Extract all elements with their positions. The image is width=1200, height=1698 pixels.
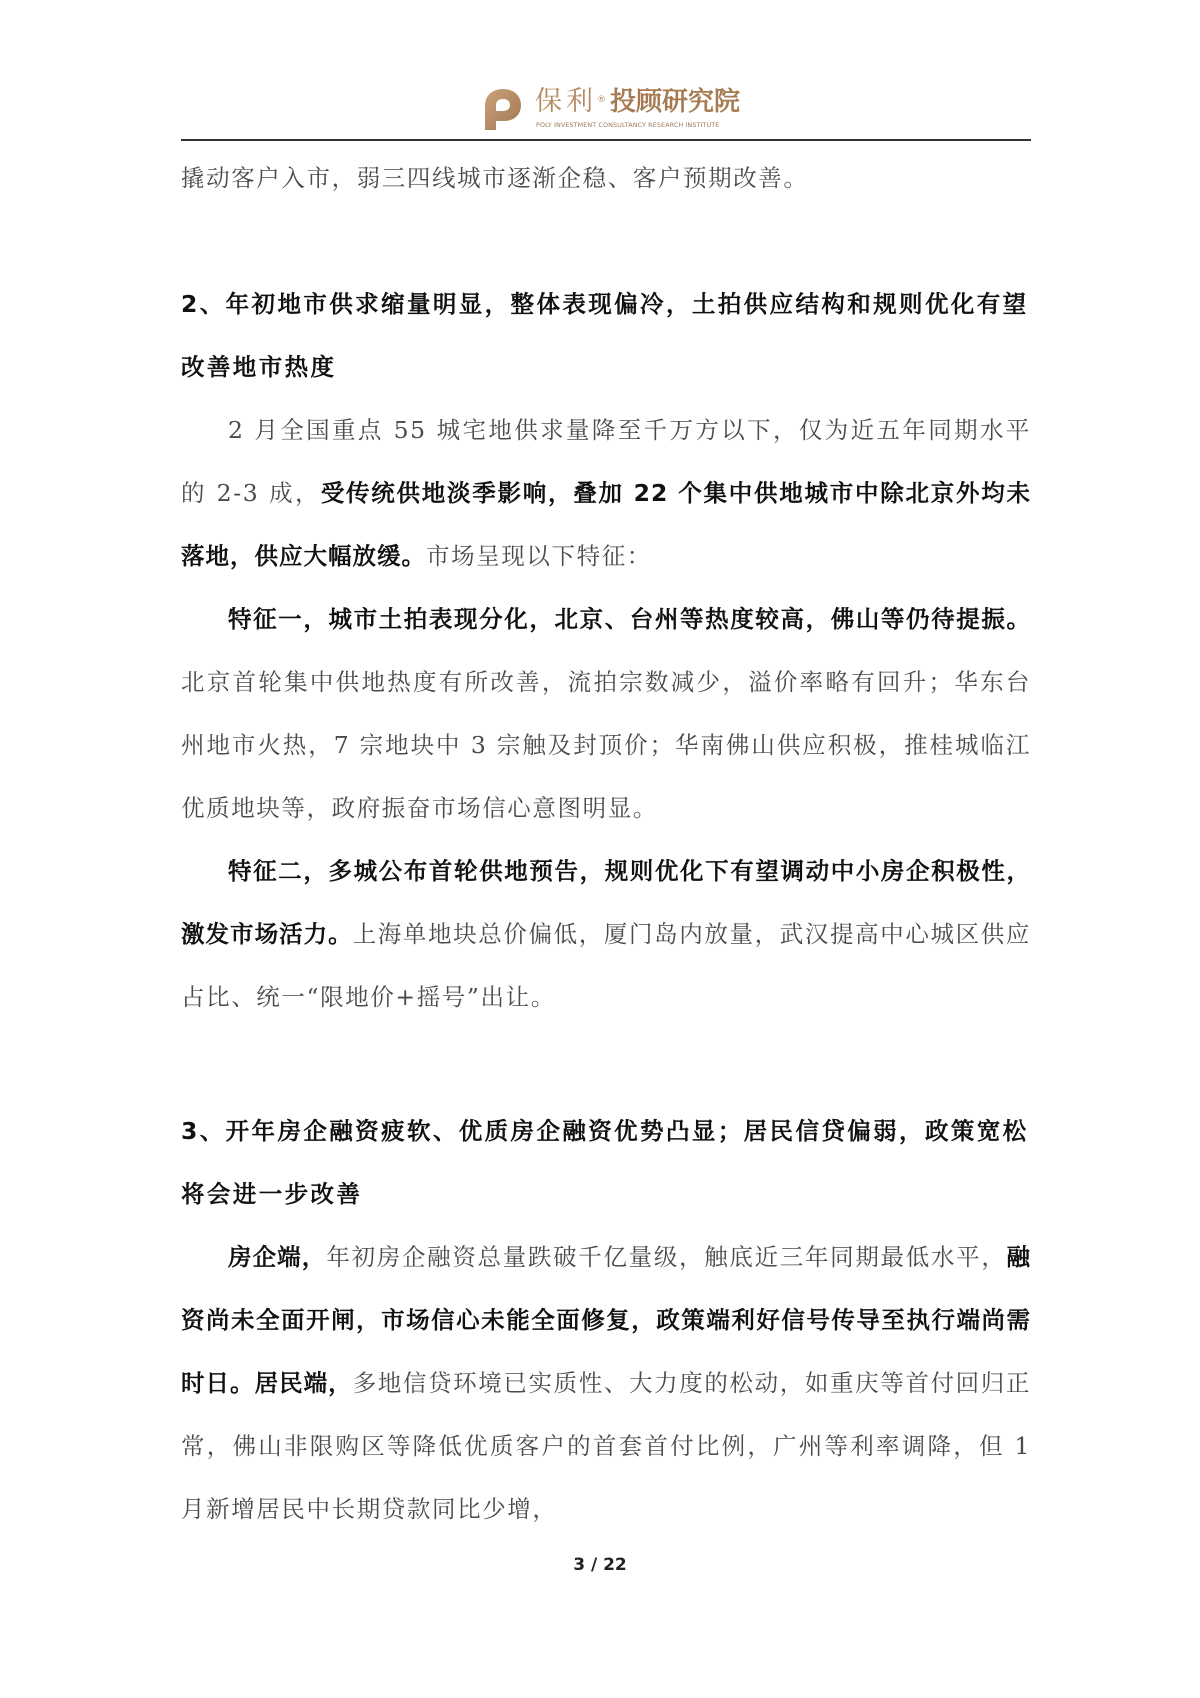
section-2-paragraph-1 bbox=[181, 399, 1031, 588]
header-divider bbox=[181, 139, 1031, 141]
logo-brand: 保利 bbox=[535, 86, 597, 117]
text-run: 年初房企融资总量跌破千亿量级，触底近三年同期最低水平， bbox=[326, 1243, 1007, 1271]
bold-run: 特征二，多城公布首轮供地预告，规则优化下有望调动中小房企积极性，激发市场活力。 bbox=[181, 857, 1031, 948]
section-2-heading: 2、年初地市供求缩量明显，整体表现偏冷，土拍供应结构和规则优化有望改善地市热度 bbox=[181, 290, 1029, 381]
text-run: 2 月全国重点 55 城宅地供求量降至千万方以下，仅为近五年同期水平的 2-3 成， bbox=[181, 416, 1031, 507]
section-3-heading: 3、开年房企融资疲软、优质房企融资优势凸显；居民信贷偏弱，政策宽松将会进一步改善 bbox=[181, 1117, 1029, 1208]
bold-run: 房企端， bbox=[228, 1243, 327, 1271]
text-run: 上海单地块总价偏低，厦门岛内放量，武汉提高中心城区供应占比、统一“限地价+摇号”出让。 bbox=[181, 920, 1031, 1011]
poly-p-logo-icon bbox=[479, 86, 525, 132]
logo-english-name: POLY INVESTMENT CONSULTANCY RESEARCH INSTITUTE bbox=[536, 121, 720, 129]
section-2-feature-1 bbox=[181, 588, 1031, 840]
bold-run: 特征一，城市土拍表现分化，北京、台州等热度较高，佛山等仍待提振。 bbox=[228, 605, 1031, 633]
poly-logo bbox=[479, 86, 769, 134]
paragraph-continued: 撬动客户入市，弱三四线城市逐渐企稳、客户预期改善。 bbox=[181, 164, 809, 192]
registered-mark: ® bbox=[597, 95, 606, 105]
bold-run: 受传统供地淡季影响，叠加 22 个集中供地城市中除北京外均未落地，供应大幅放缓。 bbox=[181, 479, 1031, 570]
section-2-feature-2 bbox=[181, 840, 1031, 1029]
text-run: 市场呈现以下特征： bbox=[426, 542, 652, 570]
logo-institute: 投顾研究院 bbox=[610, 87, 741, 117]
logo-text bbox=[535, 86, 740, 118]
page-number: 3 / 22 bbox=[573, 1555, 627, 1575]
text-run: 北京首轮集中供地热度有所改善，流拍宗数减少，溢价率略有回升；华东台州地市火热，7 宗地块中 3 宗触及封顶价；华南佛山供应积极，推桂城临江优质地块等，政府振奋市场信心意图明显。 bbox=[181, 668, 1031, 822]
text-run: 多地信贷环境已实质性、大力度的松动，如重庆等首付回归正常，佛山非限购区等降低优质客户的首套首付比例，广州等利率调降，但 1 月新增居民中长期贷款同比少增， bbox=[181, 1369, 1032, 1523]
page-header bbox=[181, 78, 1031, 138]
bold-run: 融资尚未全面开闸，市场信心未能全面修复，政策端利好信号传导至执行端尚需时日。 bbox=[181, 1243, 1032, 1397]
bold-run: 居民端， bbox=[254, 1369, 353, 1397]
section-3-paragraph-1 bbox=[181, 1226, 1031, 1541]
